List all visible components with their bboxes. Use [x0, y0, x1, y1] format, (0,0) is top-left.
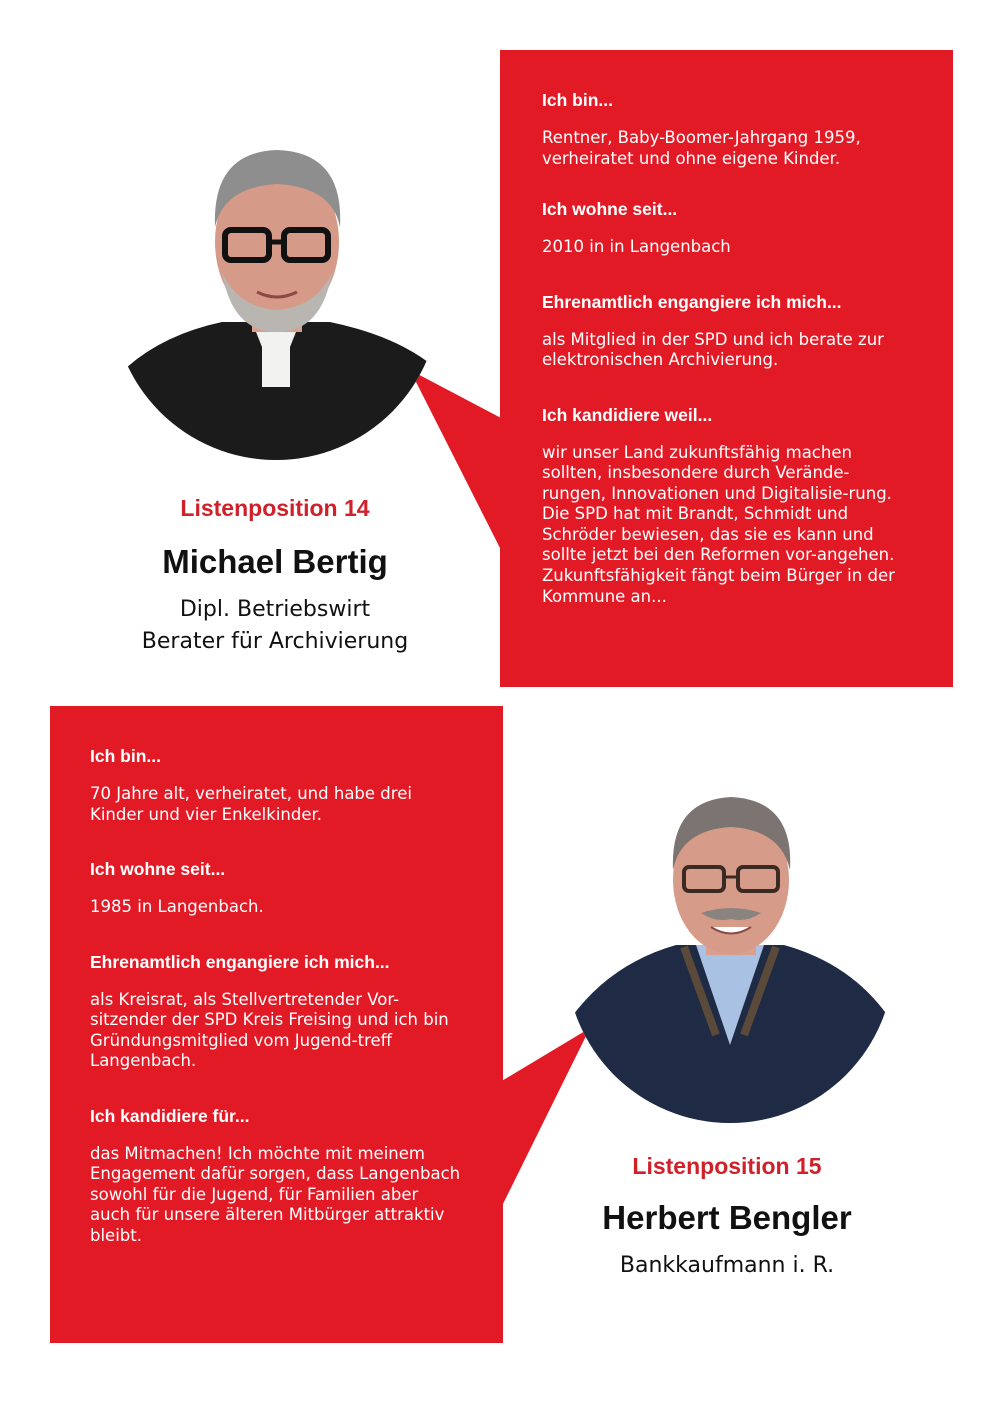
candidate-role: Berater für Archivierung [141, 629, 409, 654]
candidate1-photo [112, 132, 440, 460]
answer-text: das Mitmachen! Ich möchte mit meinem Engagement dafür sorgen, dass Langenbach sowohl für die Jugend, für Familien aber auch für unsere älteren Mitbürger attraktiv bleibt. [90, 1143, 461, 1245]
answer-text: 2010 in in Langenbach [542, 237, 731, 256]
qa-block [90, 952, 463, 1072]
qa-block [90, 859, 463, 918]
question-label: Ehrenamtlich engangiere ich mich... [542, 291, 842, 312]
candidate1-caption [70, 494, 480, 658]
question-label: Ich bin... [90, 746, 161, 766]
list-position-label: Listenposition 14 [180, 495, 370, 521]
qa-block [542, 90, 913, 169]
answer-text: 1985 in Langenbach. [90, 897, 264, 916]
candidate2-info-box [50, 706, 503, 1343]
answer-text: wir unser Land zukunftsfähig machen sollten, insbesondere durch Verände-rungen, Innovationen und Digitalisie-rung. Die SPD hat mit Brandt, Schmidt und Schröder bewiesen, das sie es kann und sollte jetzt bei den Reformen vor-angehen. Zukunftsfähigkeit fängt beim Bürger in der Kommune an... [542, 442, 895, 606]
question-label: Ehrenamtlich engangiere ich mich... [90, 951, 390, 972]
qa-block [90, 1106, 463, 1247]
answer-text: Rentner, Baby-Boomer-Jahrgang 1959, verheiratet und ohne eigene Kinder. [542, 128, 861, 168]
answer-text: als Kreisrat, als Stellvertretender Vor-sitzender der SPD Kreis Freising und ich bin Gründungsmitglied vom Jugend-treff Langenbach. [90, 989, 449, 1070]
question-label: Ich wohne seit... [542, 199, 678, 219]
portrait-illustration [566, 795, 894, 1123]
candidate2-photo [566, 795, 894, 1123]
question-label: Ich kandidiere weil... [542, 404, 713, 425]
answer-text: als Mitglied in der SPD und ich berate zur elektronischen Archivierung. [542, 329, 884, 369]
candidate2-caption [520, 1152, 934, 1282]
candidate-role: Dipl. Betriebswirt [179, 597, 371, 622]
candidate1-info-box [500, 50, 953, 687]
qa-block [542, 405, 913, 608]
qa-block [542, 199, 913, 258]
candidate-name: Herbert Bengler [602, 1199, 852, 1236]
candidate-role: Bankkaufmann i. R. [619, 1253, 835, 1278]
portrait-illustration [112, 132, 440, 460]
answer-text: 70 Jahre alt, verheiratet, und habe drei Kinder und vier Enkelkinder. [90, 784, 412, 824]
qa-block [90, 746, 463, 825]
candidate-name: Michael Bertig [162, 543, 388, 580]
qa-block [542, 292, 913, 371]
list-position-label: Listenposition 15 [632, 1153, 822, 1179]
question-label: Ich kandidiere für... [90, 1105, 250, 1126]
question-label: Ich bin... [542, 90, 613, 110]
question-label: Ich wohne seit... [90, 859, 226, 879]
